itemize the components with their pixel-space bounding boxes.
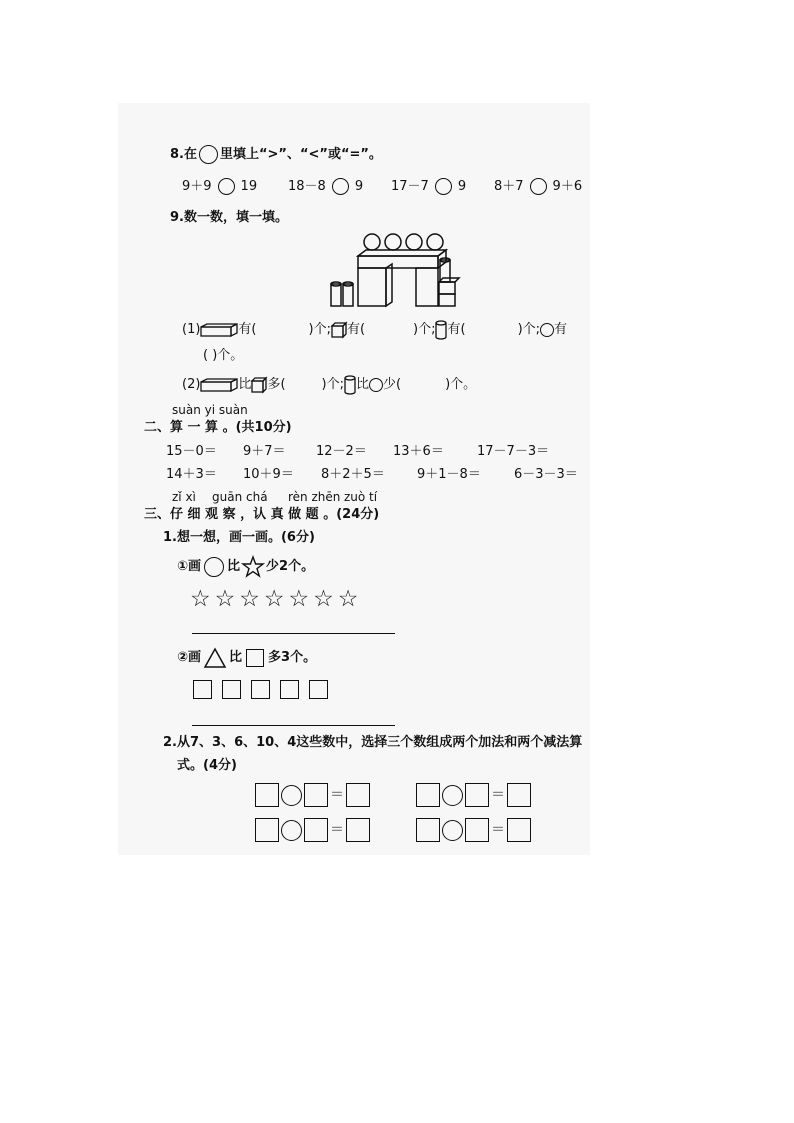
squares-row [193,680,328,699]
cube-icon [331,322,347,338]
answer-box[interactable] [416,783,440,807]
answer-box[interactable] [465,818,489,842]
operator-circle[interactable] [281,820,302,841]
compare-circle[interactable] [218,178,235,195]
cylinder-icon [435,320,447,340]
s3-pinyin: guān chá [212,490,268,504]
q8-title: 8.在 里填上“>”、“<”或“=”。 [170,145,382,164]
circle-icon [204,557,224,577]
calc-item: 9＋7＝ [243,444,286,459]
s3-pinyin: rèn zhēn [288,490,341,504]
s3-q2-line1: 2.从7、3、6、10、4这些数中，选择三个数组成两个加法和两个减法算 [163,735,583,750]
q9-title: 9.数一数，填一填。 [170,210,288,225]
cylinder-icon [344,375,356,395]
block-structure-illustration [328,230,460,310]
square-icon [222,680,241,699]
star-icon [242,556,264,578]
answer-box[interactable] [304,818,328,842]
calc-item: 10＋9＝ [243,467,294,482]
q9-line-3: (2) 比 多( )个; 比 少( )个。 [182,375,476,395]
equation-template: ＝ [255,783,370,807]
s3-q1b: ②画 比 多3个。 [177,648,316,668]
answer-box[interactable] [255,783,279,807]
calc-item: 8＋2＋5＝ [321,467,385,482]
answer-box[interactable] [255,818,279,842]
circle-icon [199,145,218,164]
answer-box[interactable] [416,818,440,842]
q8-item-3: 17－7 9 [391,178,467,194]
answer-box[interactable] [346,818,370,842]
answer-line[interactable] [192,633,395,634]
square-icon [193,680,212,699]
s3-q1a: ①画 比 少2个。 [177,556,314,578]
long-block-icon [200,378,238,392]
q9-line-2: ( )个。 [203,348,244,363]
s3-heading: 三、仔 细 观 察 ，认 真 做 题 。(24分) [144,507,380,522]
s3-pinyin: zǐ xì [172,490,196,504]
equation-template: ＝ [416,783,531,807]
answer-box[interactable] [304,783,328,807]
q8-item-2: 18－8 9 [288,178,364,194]
stars-row: ☆☆☆☆☆☆☆ [190,586,363,612]
calc-item: 14＋3＝ [166,467,217,482]
triangle-icon [204,648,226,668]
calc-item: 6－3－3＝ [514,467,578,482]
s2-pinyin: suàn yi suàn [172,403,248,417]
calc-item: 17－7－3＝ [477,444,550,459]
answer-box[interactable] [507,818,531,842]
equation-template: ＝ [255,818,370,842]
answer-box[interactable] [465,783,489,807]
answer-box[interactable] [346,783,370,807]
operator-circle[interactable] [442,785,463,806]
operator-circle[interactable] [281,785,302,806]
square-icon [280,680,299,699]
compare-circle[interactable] [435,178,452,195]
long-block-icon [200,323,238,337]
s3-q1-title: 1.想一想，画一画。(6分) [163,530,315,545]
square-icon [309,680,328,699]
q9-line-1: (1) 有( )个; 有( )个; 有( )个; 有 [182,320,567,340]
s3-q2-line2: 式。(4分) [177,758,237,773]
operator-circle[interactable] [442,820,463,841]
q8-item-1: 9＋9 19 [182,178,258,194]
s2-heading: 二、算 一 算 。(共10分) [144,420,292,435]
answer-line[interactable] [192,725,395,726]
square-icon [246,649,264,667]
calc-item: 12－2＝ [316,444,367,459]
sphere-icon [540,323,554,337]
equation-template: ＝ [416,818,531,842]
sphere-icon [369,378,383,392]
s3-pinyin: zuò tí [344,490,378,504]
calc-item: 15－0＝ [166,444,217,459]
answer-box[interactable] [507,783,531,807]
square-icon [251,680,270,699]
calc-item: 9＋1－8＝ [417,467,481,482]
compare-circle[interactable] [332,178,349,195]
q8-item-4: 8＋7 9＋6 [494,178,583,194]
compare-circle[interactable] [530,178,547,195]
cube-icon [251,377,267,393]
calc-item: 13＋6＝ [393,444,444,459]
